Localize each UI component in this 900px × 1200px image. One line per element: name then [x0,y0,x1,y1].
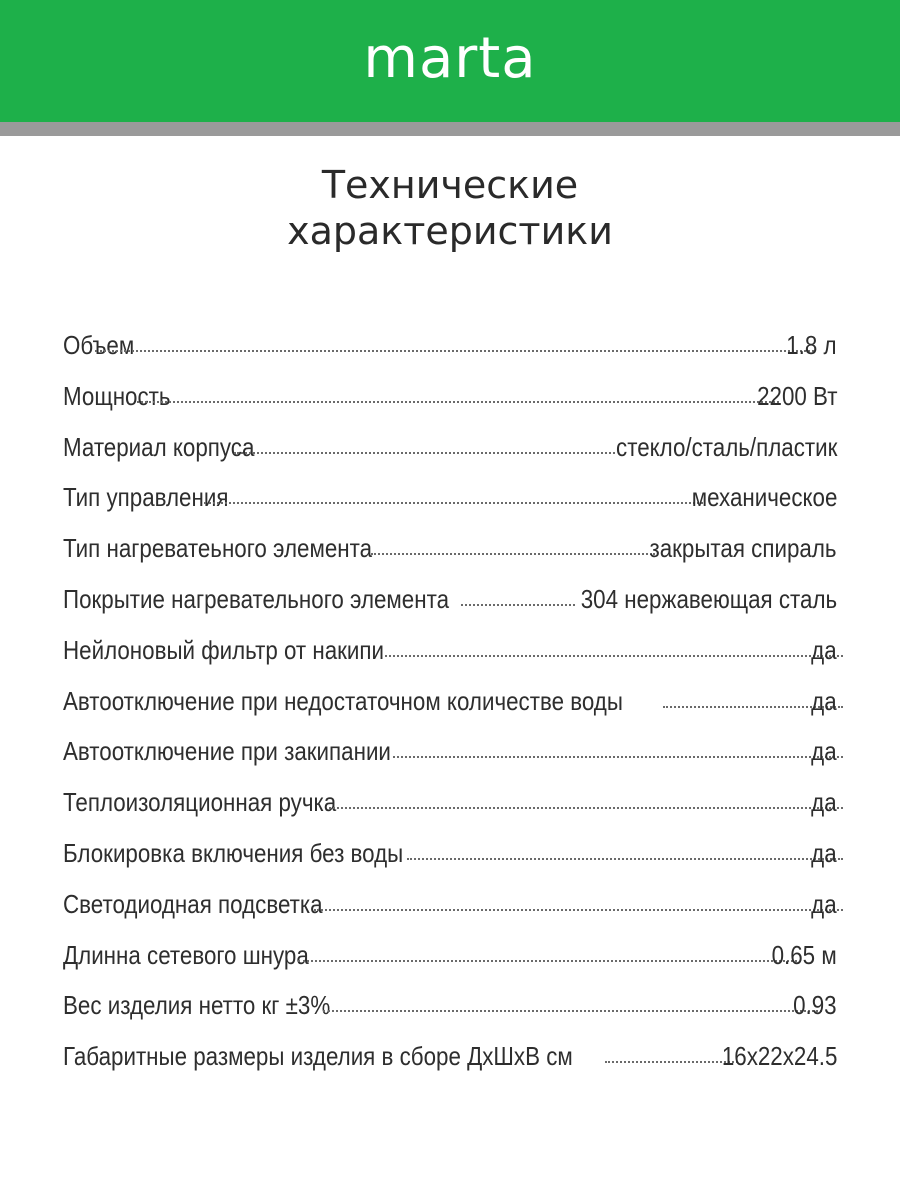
spec-label: Тип управления [63,482,229,513]
spec-value: 304 нержавеющая сталь [580,583,837,614]
spec-value: 0.65 м [771,939,837,970]
header-divider [0,122,900,136]
spec-label: Теплоизоляционная ручка [63,787,337,818]
spec-label: Светодиодная подсветка [63,888,323,919]
spec-label: Блокировка включения без воды [63,837,404,868]
spec-label: Вес изделия нетто кг ±3% [63,990,331,1021]
dot-leader [329,807,843,809]
spec-label: Мощность [63,380,171,411]
spec-row [63,787,837,838]
page-title-line-1: Технические [321,163,579,207]
spec-label: Материал корпуса [63,431,255,462]
spec-label: Автоотключение при недостаточном количестве воды [63,685,623,716]
dot-leader [323,1010,822,1012]
spec-value: да [811,685,837,716]
spec-label: Покрытие нагревательного элемента [63,583,450,614]
spec-row [63,635,837,686]
dot-leader [234,452,615,454]
spec-value: 16x22x24.5 [721,1041,837,1072]
spec-label: Объем [63,330,135,360]
spec-row [63,1041,837,1092]
spec-label: Тип нагреватеьного элемента [63,533,373,564]
dot-leader [204,502,703,504]
page-title-line-2: характеристики [287,209,613,253]
spec-value: да [811,634,837,665]
spec-row [63,990,837,1041]
dot-leader [385,655,843,657]
dot-leader [393,756,843,758]
dot-leader [461,604,575,606]
spec-row [63,330,837,381]
spec-row [63,736,837,787]
spec-value: 1.8 л [786,330,837,360]
spec-value: стекло/сталь/пластик [615,431,837,462]
spec-row [63,482,837,533]
spec-row [63,533,837,584]
dot-leader [371,553,655,555]
spec-label: Длинна сетевого шнура [63,939,309,970]
spec-label: Габаритные размеры изделия в сборе ДхШхВ см [63,1041,573,1072]
specifications-list [63,330,837,1092]
dot-leader [298,960,797,962]
spec-value: 2200 Вт [756,380,837,411]
spec-row [63,940,837,991]
spec-row [63,584,837,635]
spec-value: да [811,736,837,767]
spec-value: да [811,837,837,868]
spec-row [63,432,837,483]
dot-leader [95,350,814,352]
spec-value: да [811,787,837,818]
spec-value: 0.93 [793,990,837,1021]
spec-row [63,889,837,940]
page-title [0,162,900,254]
spec-value: механическое [691,482,837,513]
spec-value: да [811,888,837,919]
spec-row [63,838,837,889]
spec-label: Автоотключение при закипании [63,736,391,767]
dot-leader [137,401,779,403]
brand-logo: marta [363,26,537,91]
dot-leader [314,909,843,911]
brand-header [0,0,900,122]
spec-row [63,686,837,737]
dot-leader [407,858,843,860]
dot-leader [605,1061,739,1063]
spec-value: закрытая спираль [649,533,837,564]
spec-label: Нейлоновый фильтр от накипи [63,634,385,665]
spec-row [63,381,837,432]
